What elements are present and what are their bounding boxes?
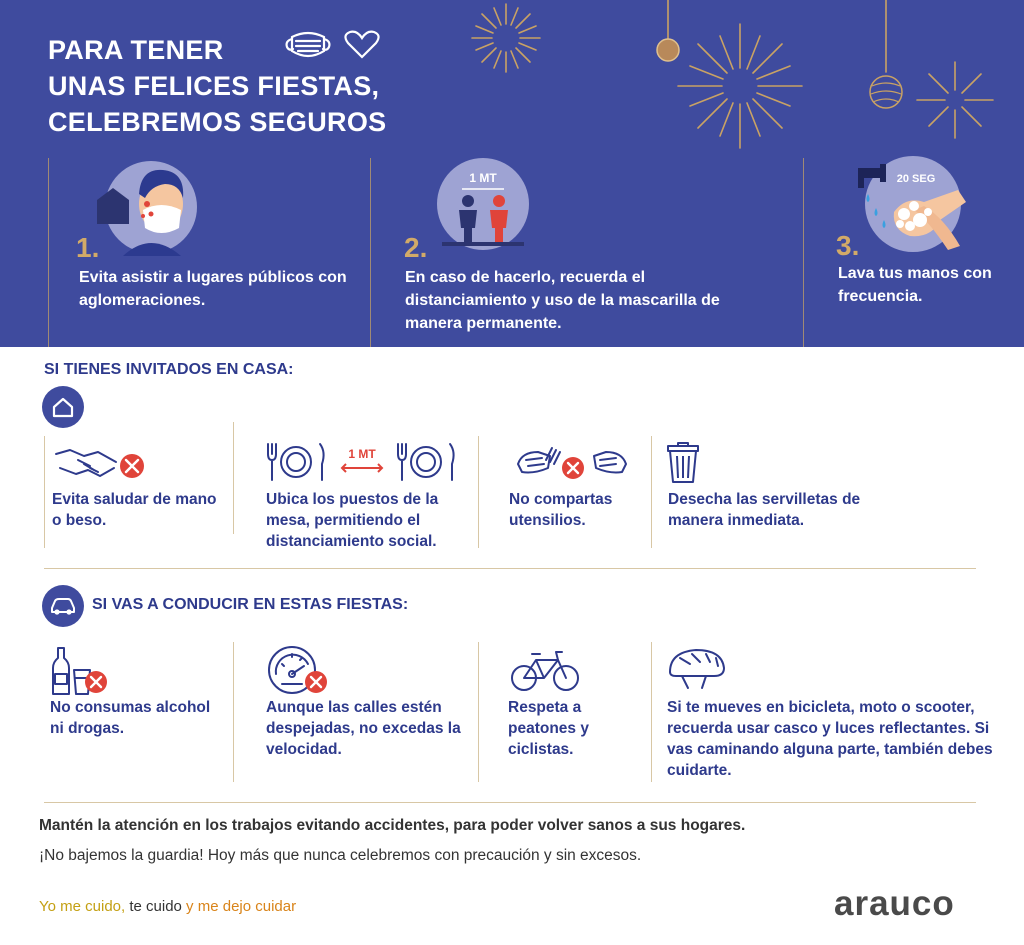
title-line-2: UNAS FELICES FIESTAS,: [48, 71, 380, 101]
guest-item-text: Desecha las servilletas de manera inmediata.: [668, 491, 861, 529]
footer-message: Mantén la atención en los trabajos evitando accidentes, para poder volver sanos a sus hogares.: [39, 817, 746, 834]
slogan-part: te cuido: [125, 898, 182, 915]
step-number: 3.: [836, 230, 860, 261]
slogan-part: y me dejo cuidar: [181, 898, 297, 915]
brand-logo: arauco: [834, 884, 955, 923]
table-setting-icon: [262, 440, 458, 486]
car-icon: [49, 596, 77, 616]
footer-message: ¡No bajemos la guardia! Hoy más que nunca celebremos con precaución y sin excesos.: [39, 847, 642, 864]
bicycle-icon: [510, 648, 580, 694]
title-line-3: CELEBREMOS SEGUROS: [48, 107, 387, 137]
driving-item-text: Aunque las calles estén despejadas, no excedas la velocidad.: [266, 699, 461, 758]
distance-people-icon: [432, 156, 534, 252]
item-divider: [478, 436, 479, 548]
item-divider: [651, 436, 652, 548]
step-text: Evita asistir a lugares públicos con aglomeraciones.: [79, 269, 347, 309]
item-divider: [233, 642, 234, 782]
step-text: Lava tus manos con frecuencia.: [838, 265, 992, 305]
time-badge: 20 SEG: [896, 173, 936, 185]
driving-item-text: No consumas alcohol ni drogas.: [50, 699, 211, 737]
trash-icon: [666, 442, 700, 484]
section-separator: [44, 568, 976, 569]
item-divider: [478, 642, 479, 782]
handshake-icon: [54, 440, 146, 484]
driving-section-title: SI VAS A CONDUCIR EN ESTAS FIESTAS:: [92, 596, 409, 613]
step-number: 2.: [404, 232, 428, 263]
step-number: 1.: [76, 232, 100, 263]
guest-item-text: No compartas utensilios.: [509, 491, 613, 529]
house-badge: [42, 386, 84, 428]
title-line-1: PARA TENER: [48, 35, 224, 65]
speedometer-icon: [266, 644, 332, 698]
guest-item-text: Evita saludar de mano o beso.: [52, 491, 217, 529]
utensils-icon: [516, 446, 628, 482]
driving-item-text: Si te mueves en bicicleta, moto o scooter, recuerda usar casco y luces reflectantes. Si vas caminando alguna parte, también debes cuidarte.: [667, 699, 993, 779]
step-text: En caso de hacerlo, recuerda el distanciamiento y uso de la mascarilla de manera permanente.: [405, 269, 720, 332]
item-divider: [44, 436, 45, 548]
item-divider: [233, 422, 234, 534]
mask-heart-icon: [284, 27, 384, 63]
slogan-part: Yo me cuido,: [39, 898, 126, 915]
table-distance-badge: 1 MT: [348, 447, 376, 461]
step-divider: [370, 158, 371, 347]
car-badge: [42, 585, 84, 627]
section-separator: [44, 802, 976, 803]
step-divider: [48, 158, 49, 347]
distance-badge: 1 MT: [469, 171, 497, 185]
slogan: [39, 898, 296, 915]
driving-item-text: Respeta a peatones y ciclistas.: [508, 699, 589, 758]
person-mask-icon: [95, 158, 205, 258]
step-divider: [803, 158, 804, 347]
header-banner: [0, 0, 1024, 347]
item-divider: [651, 642, 652, 782]
guest-item-text: Ubica los puestos de la mesa, permitiendo el distanciamiento social.: [266, 491, 439, 550]
helmet-icon: [666, 646, 728, 692]
guests-section-title: SI TIENES INVITADOS EN CASA:: [44, 361, 294, 378]
handwash-icon: [854, 150, 974, 260]
bottle-icon: [50, 646, 110, 696]
house-icon: [51, 396, 75, 418]
